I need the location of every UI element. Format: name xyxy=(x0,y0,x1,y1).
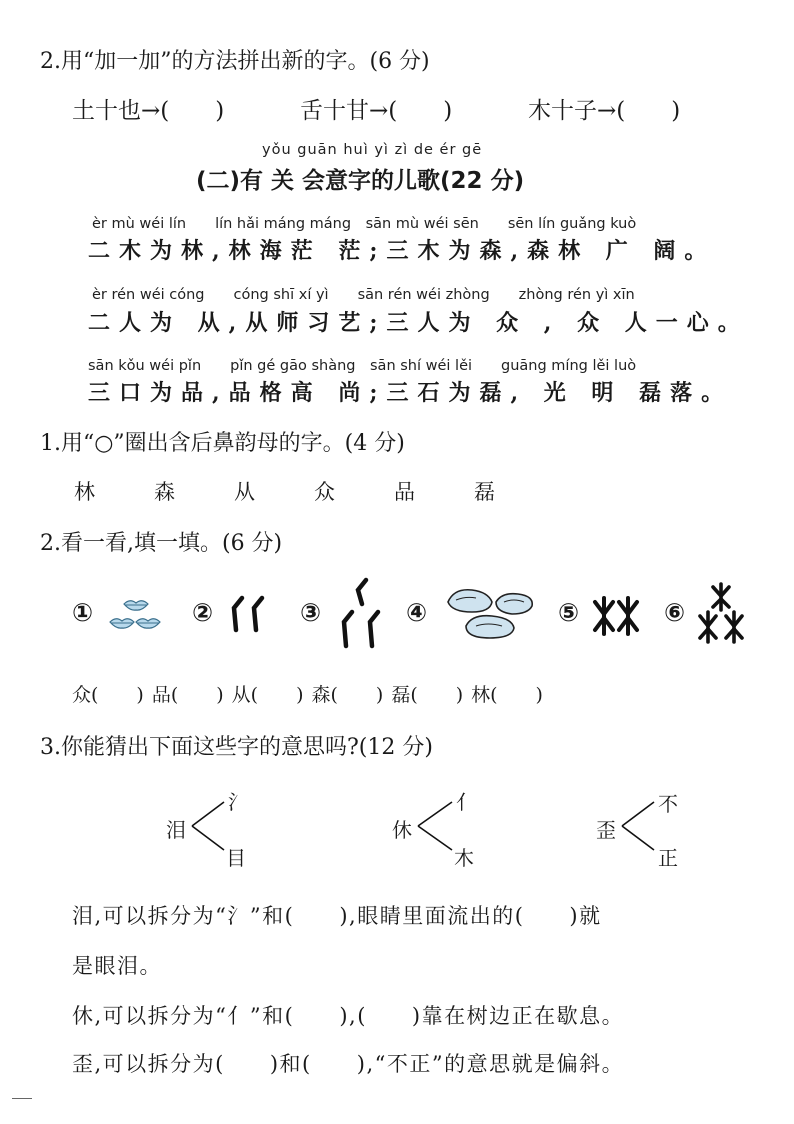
picture-number: ⑤ xyxy=(558,598,580,627)
song-title: (二)有 关 会意字的儿歌(22 分) xyxy=(196,168,525,194)
fill-blank[interactable]: 从( ) xyxy=(231,684,304,706)
decomp-part-bottom: 目 xyxy=(226,846,246,870)
branch-lines xyxy=(190,796,230,856)
picture-number: ③ xyxy=(300,598,322,627)
decomp-part-top: 亻 xyxy=(456,790,476,814)
song-line-pinyin: èr mù wéi lín lín hǎi máng máng sān mù wéi sēn sēn lín guǎng kuò xyxy=(92,216,637,232)
branch-lines xyxy=(416,796,458,856)
question-title: 1.用“○”圈出含后鼻韵母的字。(4 分) xyxy=(40,431,405,456)
formula-item: 木十子→( ) xyxy=(528,98,681,124)
three-stones-icon xyxy=(442,584,538,642)
page-margin-mark xyxy=(12,1098,32,1099)
fill-sentence: 是眼泪。 xyxy=(72,954,162,978)
three-mouths-icon xyxy=(106,596,166,636)
formula-item: 舌十甘→( ) xyxy=(300,98,453,124)
character-option[interactable]: 从 xyxy=(234,480,255,504)
branch-lines xyxy=(620,796,660,856)
question-title: 2.看一看,填一填。(6 分) xyxy=(40,531,283,556)
song-line-pinyin: sān kǒu wéi pǐn pǐn gé gāo shàng sān shí wéi lěi guāng míng lěi luò xyxy=(88,358,637,374)
decomp-part-bottom: 正 xyxy=(658,846,678,870)
fill-blank[interactable]: 森( ) xyxy=(311,684,384,706)
decomp-character: 泪 xyxy=(166,818,186,842)
formula-item: 土十也→( ) xyxy=(72,98,225,124)
fill-blank[interactable]: 磊( ) xyxy=(391,684,464,706)
fill-sentence: 歪,可以拆分为( )和( ),“不正”的意思就是偏斜。 xyxy=(72,1052,625,1076)
character-option[interactable]: 众 xyxy=(314,480,335,504)
fill-blank[interactable]: 众( ) xyxy=(72,684,144,706)
decomp-character: 休 xyxy=(392,818,412,842)
fill-blank[interactable]: 品( ) xyxy=(151,684,224,706)
decomp-part-top: 不 xyxy=(658,792,678,816)
decomp-part-bottom: 木 xyxy=(454,846,474,870)
decomp-character: 歪 xyxy=(596,818,616,842)
picture-number: ⑥ xyxy=(664,598,686,627)
two-trees-icon xyxy=(590,596,642,636)
character-option[interactable]: 品 xyxy=(394,480,415,504)
two-people-icon xyxy=(228,592,274,638)
three-people-icon xyxy=(336,576,386,658)
song-line-text: 二人为 从,从师习艺;三人为 众 , 众 人一心。 xyxy=(88,310,749,336)
decomp-part-top: 氵 xyxy=(228,790,248,814)
question-title: 3.你能猜出下面这些字的意思吗?(12 分) xyxy=(40,735,433,760)
character-option[interactable]: 森 xyxy=(154,480,175,504)
song-line-text: 二木为林,林海茫 茫;三木为森,森林 广 阔。 xyxy=(88,238,716,264)
fill-sentence: 泪,可以拆分为“氵”和( ),眼睛里面流出的( )就 xyxy=(72,904,602,928)
fill-blank-row xyxy=(72,680,551,707)
picture-number: ① xyxy=(72,598,94,627)
song-line-text: 三口为品,品格高 尚;三石为磊, 光 明 磊落。 xyxy=(88,380,733,406)
three-trees-icon xyxy=(696,582,746,644)
fill-sentence: 休,可以拆分为“亻”和( ),( )靠在树边正在歇息。 xyxy=(72,1004,625,1028)
character-option[interactable]: 磊 xyxy=(474,480,495,504)
question-title: 2.用“加一加”的方法拼出新的字。(6 分) xyxy=(40,49,430,74)
fill-blank[interactable]: 林( ) xyxy=(471,684,543,706)
song-title-pinyin: yǒu guān huì yì zì de ér gē xyxy=(262,142,483,158)
character-option[interactable]: 林 xyxy=(74,480,95,504)
character-list xyxy=(74,476,554,506)
picture-number: ② xyxy=(192,598,214,627)
song-line-pinyin: èr rén wéi cóng cóng shī xí yì sān rén wéi zhòng zhòng rén yì xīn xyxy=(92,287,635,303)
picture-number: ④ xyxy=(406,598,428,627)
